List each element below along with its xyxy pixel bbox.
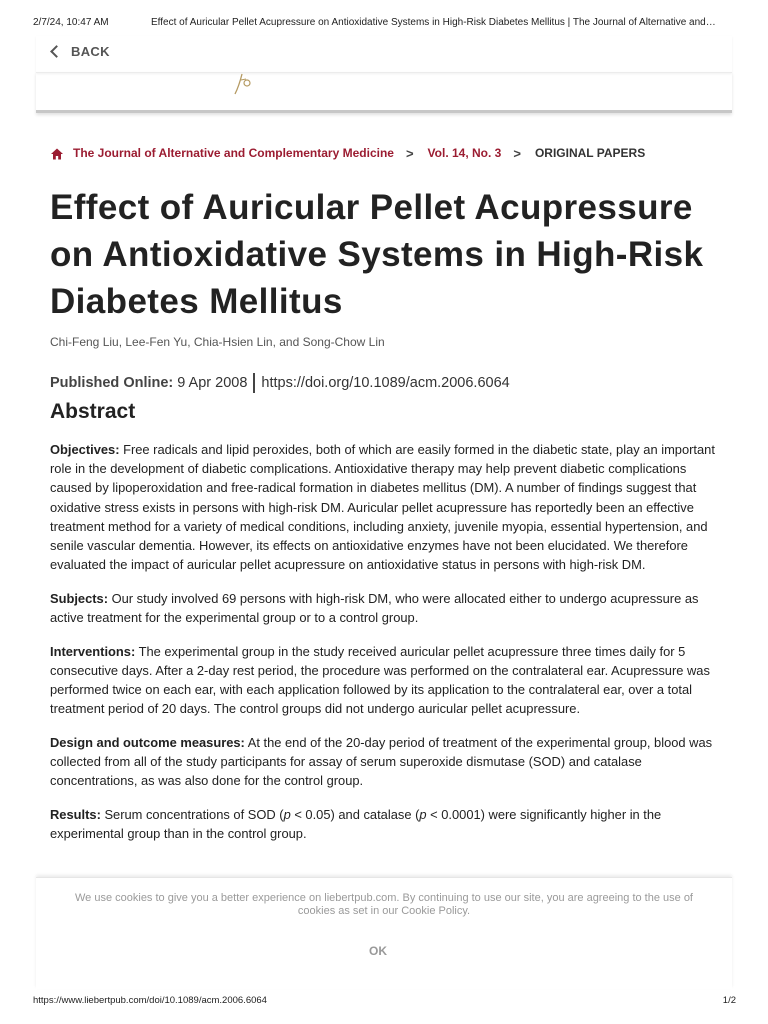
published-date: 9 Apr 2008	[177, 375, 248, 391]
breadcrumb-separator: >	[405, 145, 414, 161]
abstract-section-text: The experimental group in the study received auricular pellet acupressure three times daily for 5 consecutive days. After a 2-day rest period, the procedure was performed on the contralateral ear. Acupressure was performed twice on each ear, with each application followed by its application to the contralateral ear, over a total treatment period of 20 days. The control groups did not undergo auricular pellet acupressure.	[50, 643, 710, 717]
abstract-section-text: < 0.05) and catalase (	[290, 806, 420, 822]
print-footer	[0, 995, 768, 1009]
breadcrumb-journal-link[interactable]: The Journal of Alternative and Complementary Medicine	[73, 146, 394, 160]
author-list	[50, 335, 385, 349]
back-label: BACK	[71, 44, 110, 59]
abstract-section-label: Interventions:	[50, 643, 136, 659]
breadcrumb-issue-link[interactable]: Vol. 14, No. 3	[427, 146, 502, 160]
doi-link[interactable]: https://doi.org/10.1089/acm.2006.6064	[261, 375, 510, 391]
abstract-section-text: At the end of the 20-day period of treatment of the experimental group, blood was collected from all of the study participants for assay of serum superoxide dismutase (SOD) and catalase concentrations, as was also done for the control group.	[50, 734, 713, 789]
print-document-title: Effect of Auricular Pellet Acupressure on Antioxidative Systems in High-Risk Diabetes Mellitus | The Journal of Alternative and…	[151, 17, 716, 28]
chevron-left-icon	[50, 45, 63, 58]
journal-logo-band	[36, 72, 732, 113]
back-bar	[36, 36, 732, 73]
abstract-paragraph	[50, 642, 720, 719]
abstract-section-label: Results:	[50, 806, 101, 822]
p-value-symbol: p	[283, 806, 291, 822]
article-title: Effect of Auricular Pellet Acupressure on Antioxidative Systems in High-Risk Diabetes Mellitus	[50, 188, 704, 321]
abstract-paragraph	[50, 589, 720, 627]
author-link[interactable]: Chia-Hsien Lin	[193, 335, 273, 349]
cookie-banner	[36, 877, 732, 989]
abstract-paragraph	[50, 805, 720, 843]
abstract-section-text: Our study involved 69 persons with high-risk DM, who were allocated either to undergo acupressure as active treatment for the experimental group or to a control group.	[50, 590, 699, 626]
author-link[interactable]: Chi-Feng Liu	[50, 335, 119, 349]
abstract-heading: Abstract	[50, 400, 136, 423]
author-separator: ,	[118, 335, 126, 349]
author-separator: ,	[187, 335, 194, 349]
publication-info	[50, 373, 510, 393]
home-icon[interactable]	[50, 147, 64, 161]
breadcrumb-section: ORIGINAL PAPERS	[534, 146, 646, 160]
p-value-symbol: p	[419, 806, 427, 822]
journal-logo-mark[interactable]	[232, 72, 258, 98]
abstract-section-label: Objectives:	[50, 442, 120, 457]
print-footer-url: https://www.liebertpub.com/doi/10.1089/acm.2006.6064	[33, 995, 267, 1006]
breadcrumb	[50, 143, 645, 163]
abstract-section-text: < 0.0001) were significantly higher in the experimental group than in the control group.	[50, 806, 662, 842]
abstract-paragraph	[50, 733, 720, 791]
published-label: Published Online:	[50, 375, 174, 391]
abstract-section-label: Design and outcome measures:	[50, 734, 245, 750]
abstract-section-text: Free radicals and lipid peroxides, both of which are easily formed in the diabetic state, play an important role in the development of diabetic complications. Antioxidative therapy may help prevent diabetic complications caused by lipoperoxidation and free-radical formation in diabetes mellitus (DM). A number of findings suggest that oxidative stress exists in persons with high-risk DM. Auricular pellet acupressure has reportedly been an effective treatment method for a variety of medical conditions, including anxiety, juvenile myopia, essential hypertension, and senile vascular dementia. However, its effects on antioxidative enzymes have not been elucidated. We therefore evaluated the impact of auricular pellet acupressure on antioxidative status in persons with high-risk DM.	[50, 442, 715, 573]
abstract-paragraph	[50, 440, 720, 574]
author-link[interactable]: Song-Chow Lin	[302, 335, 385, 349]
cookie-ok-button[interactable]: OK	[369, 944, 387, 958]
author-link[interactable]: Lee-Fen Yu	[125, 335, 188, 349]
print-timestamp: 2/7/24, 10:47 AM	[33, 17, 109, 28]
abstract-body	[50, 440, 720, 858]
author-separator: , and	[272, 335, 303, 349]
breadcrumb-separator: >	[513, 145, 521, 161]
abstract-section-label: Subjects:	[50, 590, 109, 606]
print-header	[0, 0, 768, 40]
print-page-number: 1/2	[722, 995, 736, 1006]
back-button[interactable]	[48, 44, 110, 59]
abstract-section-text: Serum concentrations of SOD (	[100, 806, 284, 822]
divider	[253, 373, 255, 393]
cookie-message: We use cookies to give you a better experience on liebertpub.com. By continuing to use our site, you are agreeing to the use of cookies as set in our Cookie Policy.	[74, 892, 693, 917]
